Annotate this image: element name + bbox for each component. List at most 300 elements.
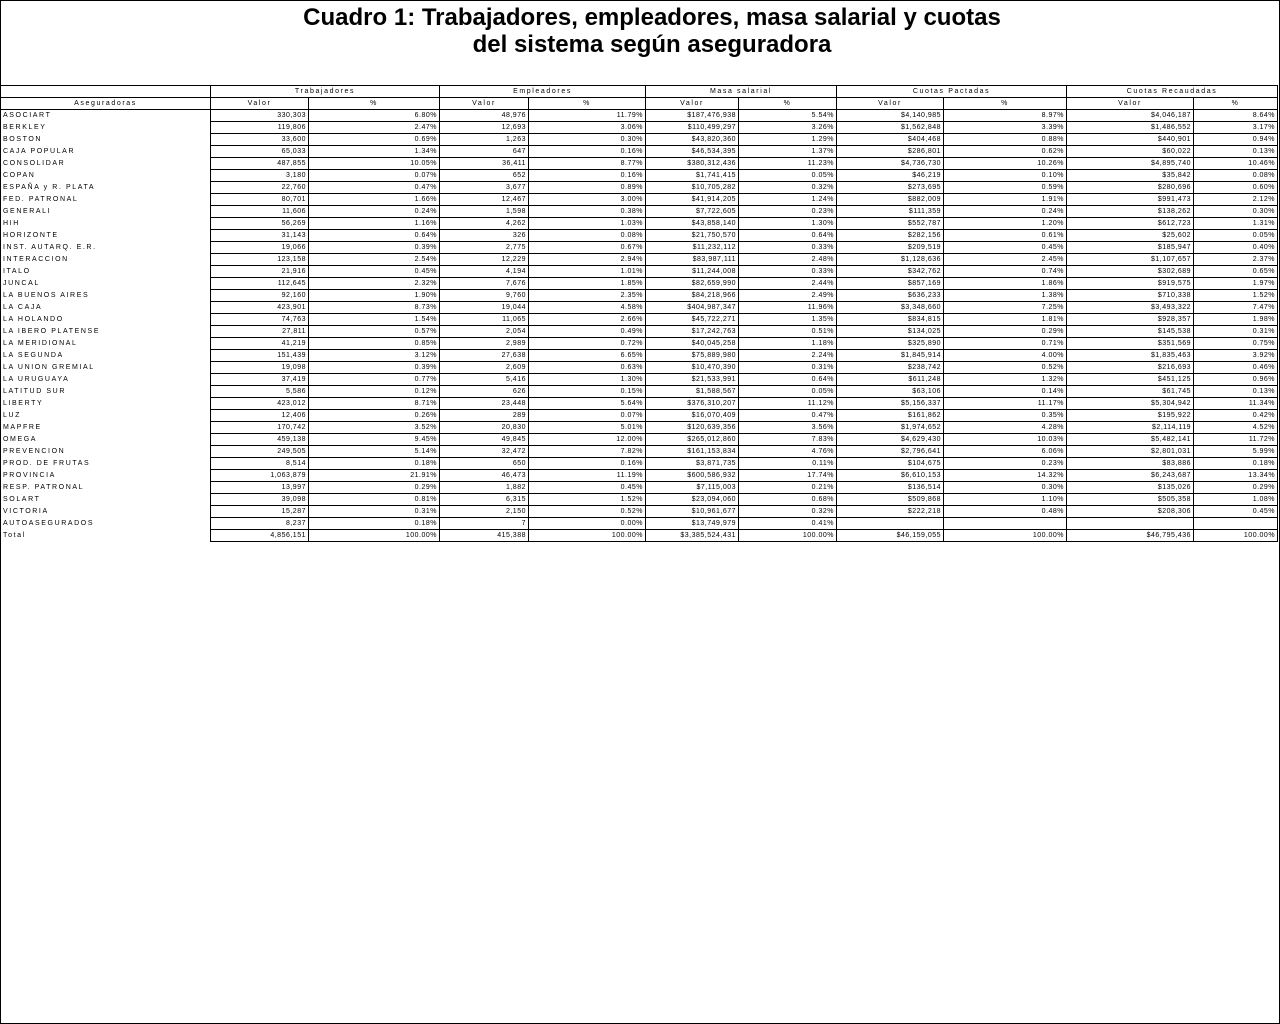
value-cell: 0.08% <box>1194 170 1278 182</box>
value-cell: $505,358 <box>1067 494 1194 506</box>
value-cell: 0.13% <box>1194 386 1278 398</box>
value-cell: 0.23% <box>944 458 1067 470</box>
value-cell: $1,107,657 <box>1067 254 1194 266</box>
value-cell: $135,026 <box>1067 482 1194 494</box>
insurer-name-cell: LATITUD SUR <box>1 386 211 398</box>
value-cell: 0.30% <box>944 482 1067 494</box>
value-cell: 4,856,151 <box>211 530 309 542</box>
value-cell: 33,600 <box>211 134 309 146</box>
value-cell: $10,470,390 <box>646 362 739 374</box>
value-cell: $75,889,980 <box>646 350 739 362</box>
value-cell: $710,338 <box>1067 290 1194 302</box>
insurer-name-cell: VICTORIA <box>1 506 211 518</box>
value-cell: 0.26% <box>309 410 440 422</box>
value-cell: 7.47% <box>1194 302 1278 314</box>
value-cell: 19,066 <box>211 242 309 254</box>
value-cell: 1.16% <box>309 218 440 230</box>
value-cell: 6.65% <box>529 350 646 362</box>
insurer-name-cell: PROD. DE FRUTAS <box>1 458 211 470</box>
value-cell: 1.66% <box>309 194 440 206</box>
value-cell: 100.00% <box>739 530 837 542</box>
value-cell: $46,159,055 <box>837 530 944 542</box>
value-cell: $380,312,436 <box>646 158 739 170</box>
value-cell: 12,693 <box>440 122 529 134</box>
sub-header-cell: % <box>529 98 646 110</box>
value-cell: 100.00% <box>1194 530 1278 542</box>
value-cell: $187,476,938 <box>646 110 739 122</box>
value-cell: 0.77% <box>309 374 440 386</box>
value-cell: $1,128,636 <box>837 254 944 266</box>
insurer-name-cell: FED. PATRONAL <box>1 194 211 206</box>
value-cell: $600,586,932 <box>646 470 739 482</box>
value-cell: 4.00% <box>944 350 1067 362</box>
value-cell: 1.01% <box>529 266 646 278</box>
value-cell: $1,741,415 <box>646 170 739 182</box>
value-cell: 2.35% <box>529 290 646 302</box>
value-cell: 22,760 <box>211 182 309 194</box>
table-row <box>1 122 1278 134</box>
group-header-trabajadores: Trabajadores <box>211 86 440 98</box>
value-cell: $351,569 <box>1067 338 1194 350</box>
value-cell: 4,262 <box>440 218 529 230</box>
value-cell: 7,676 <box>440 278 529 290</box>
value-cell: $5,156,337 <box>837 398 944 410</box>
sub-header-cell: % <box>739 98 837 110</box>
value-cell: 1.03% <box>529 218 646 230</box>
insurer-name-cell: SOLART <box>1 494 211 506</box>
value-cell: $991,473 <box>1067 194 1194 206</box>
value-cell: $216,693 <box>1067 362 1194 374</box>
value-cell: $919,575 <box>1067 278 1194 290</box>
value-cell: $882,009 <box>837 194 944 206</box>
value-cell: 1.38% <box>944 290 1067 302</box>
value-cell: 0.10% <box>944 170 1067 182</box>
value-cell: $45,722,271 <box>646 314 739 326</box>
value-cell: 11.19% <box>529 470 646 482</box>
sub-header-cell: Valor <box>211 98 309 110</box>
value-cell: 0.46% <box>1194 362 1278 374</box>
table-row <box>1 218 1278 230</box>
table-row <box>1 398 1278 410</box>
value-cell: 0.39% <box>309 362 440 374</box>
value-cell: $282,156 <box>837 230 944 242</box>
value-cell: 4.28% <box>944 422 1067 434</box>
sub-header-cell: % <box>309 98 440 110</box>
value-cell: $61,745 <box>1067 386 1194 398</box>
value-cell: 2.66% <box>529 314 646 326</box>
insurer-name-cell: PREVENCION <box>1 446 211 458</box>
value-cell: 1.97% <box>1194 278 1278 290</box>
value-cell: $11,232,112 <box>646 242 739 254</box>
value-cell: 0.51% <box>739 326 837 338</box>
value-cell: 11.17% <box>944 398 1067 410</box>
insurer-name-cell: LA URUGUAYA <box>1 374 211 386</box>
value-cell: 0.00% <box>529 518 646 530</box>
value-cell: 3.12% <box>309 350 440 362</box>
value-cell: 0.65% <box>1194 266 1278 278</box>
value-cell: $7,115,003 <box>646 482 739 494</box>
value-cell: 0.16% <box>529 458 646 470</box>
value-cell: 2.24% <box>739 350 837 362</box>
value-cell: 1.20% <box>944 218 1067 230</box>
value-cell: 0.12% <box>309 386 440 398</box>
value-cell: $60,022 <box>1067 146 1194 158</box>
value-cell: 8,514 <box>211 458 309 470</box>
value-cell: 0.13% <box>1194 146 1278 158</box>
value-cell: 1.90% <box>309 290 440 302</box>
value-cell: $136,514 <box>837 482 944 494</box>
value-cell: 0.30% <box>1194 206 1278 218</box>
sub-header-cell: Valor <box>1067 98 1194 110</box>
value-cell: $552,787 <box>837 218 944 230</box>
value-cell: 46,473 <box>440 470 529 482</box>
value-cell: $13,749,979 <box>646 518 739 530</box>
value-cell: 1.18% <box>739 338 837 350</box>
value-cell: 0.35% <box>944 410 1067 422</box>
value-cell: 123,158 <box>211 254 309 266</box>
value-cell: 1.24% <box>739 194 837 206</box>
value-cell: 1.30% <box>739 218 837 230</box>
page-title <box>0 4 1280 58</box>
value-cell: 0.88% <box>944 134 1067 146</box>
insurer-name-cell: HORIZONTE <box>1 230 211 242</box>
value-cell: $6,610,153 <box>837 470 944 482</box>
value-cell: $161,862 <box>837 410 944 422</box>
value-cell: 2,989 <box>440 338 529 350</box>
insurer-name-cell: AUTOASEGURADOS <box>1 518 211 530</box>
value-cell <box>1194 518 1278 530</box>
value-cell: 3.00% <box>529 194 646 206</box>
value-cell: 0.62% <box>944 146 1067 158</box>
value-cell: 0.14% <box>944 386 1067 398</box>
table-row <box>1 518 1278 530</box>
value-cell: $7,722,605 <box>646 206 739 218</box>
value-cell: 74,763 <box>211 314 309 326</box>
value-cell: $4,046,187 <box>1067 110 1194 122</box>
table-row <box>1 230 1278 242</box>
value-cell: $280,696 <box>1067 182 1194 194</box>
sub-header-cell: % <box>944 98 1067 110</box>
value-cell: 15,287 <box>211 506 309 518</box>
value-cell: 92,160 <box>211 290 309 302</box>
insurer-name-cell: LA UNION GREMIAL <box>1 362 211 374</box>
value-cell: $21,750,570 <box>646 230 739 242</box>
value-cell: $273,695 <box>837 182 944 194</box>
value-cell: 415,388 <box>440 530 529 542</box>
value-cell: 0.48% <box>944 506 1067 518</box>
value-cell: $342,762 <box>837 266 944 278</box>
value-cell: 2,609 <box>440 362 529 374</box>
value-cell: $195,922 <box>1067 410 1194 422</box>
value-cell: 12,406 <box>211 410 309 422</box>
table-row <box>1 158 1278 170</box>
value-cell: $1,845,914 <box>837 350 944 362</box>
value-cell: 100.00% <box>529 530 646 542</box>
table-row <box>1 482 1278 494</box>
insurer-name-cell: BOSTON <box>1 134 211 146</box>
value-cell: $3,493,322 <box>1067 302 1194 314</box>
value-cell: 0.64% <box>739 230 837 242</box>
value-cell: $111,359 <box>837 206 944 218</box>
table-row <box>1 446 1278 458</box>
value-cell: 6,315 <box>440 494 529 506</box>
insurer-name-cell: CONSOLIDAR <box>1 158 211 170</box>
value-cell: 0.71% <box>944 338 1067 350</box>
value-cell: 1.81% <box>944 314 1067 326</box>
value-cell: $376,310,207 <box>646 398 739 410</box>
value-cell: 3.06% <box>529 122 646 134</box>
value-cell: 5,416 <box>440 374 529 386</box>
value-cell: 0.29% <box>309 482 440 494</box>
table-row <box>1 182 1278 194</box>
table-row <box>1 374 1278 386</box>
value-cell: $134,025 <box>837 326 944 338</box>
value-cell: 0.72% <box>529 338 646 350</box>
value-cell: $2,801,031 <box>1067 446 1194 458</box>
value-cell: 1.32% <box>944 374 1067 386</box>
value-cell: 0.75% <box>1194 338 1278 350</box>
value-cell: 423,012 <box>211 398 309 410</box>
value-cell: 65,033 <box>211 146 309 158</box>
insurer-name-cell: LA SEGUNDA <box>1 350 211 362</box>
table-row <box>1 458 1278 470</box>
value-cell: $404,468 <box>837 134 944 146</box>
value-cell: 2.32% <box>309 278 440 290</box>
value-cell: $43,820,360 <box>646 134 739 146</box>
value-cell: 2.44% <box>739 278 837 290</box>
value-cell: 6.06% <box>944 446 1067 458</box>
sub-header-cell: Valor <box>440 98 529 110</box>
value-cell: $1,486,552 <box>1067 122 1194 134</box>
table-row <box>1 506 1278 518</box>
value-cell: 0.16% <box>529 146 646 158</box>
value-cell: 41,219 <box>211 338 309 350</box>
value-cell: 1.86% <box>944 278 1067 290</box>
value-cell: $43,858,140 <box>646 218 739 230</box>
value-cell: 0.45% <box>1194 506 1278 518</box>
value-cell: 21,916 <box>211 266 309 278</box>
value-cell: 4.76% <box>739 446 837 458</box>
value-cell: 1,598 <box>440 206 529 218</box>
value-cell: 20,830 <box>440 422 529 434</box>
value-cell: $1,562,848 <box>837 122 944 134</box>
table-row <box>1 386 1278 398</box>
value-cell: $83,987,111 <box>646 254 739 266</box>
value-cell: 0.52% <box>529 506 646 518</box>
value-cell: $1,835,463 <box>1067 350 1194 362</box>
value-cell: 9.45% <box>309 434 440 446</box>
value-cell: 326 <box>440 230 529 242</box>
value-cell: $208,306 <box>1067 506 1194 518</box>
value-cell: 0.89% <box>529 182 646 194</box>
value-cell: $1,588,567 <box>646 386 739 398</box>
value-cell: 39,098 <box>211 494 309 506</box>
value-cell: 0.33% <box>739 266 837 278</box>
value-cell: $40,045,258 <box>646 338 739 350</box>
insurer-name-cell: OMEGA <box>1 434 211 446</box>
value-cell: 2.12% <box>1194 194 1278 206</box>
insurers-table <box>0 85 1278 542</box>
value-cell: 1.31% <box>1194 218 1278 230</box>
value-cell: 21.91% <box>309 470 440 482</box>
title-line-1: Cuadro 1: Trabajadores, empleadores, masa salarial y cuotas <box>303 4 1001 31</box>
table-row <box>1 146 1278 158</box>
value-cell: 0.18% <box>309 458 440 470</box>
sub-header-row <box>1 98 1278 110</box>
value-cell: $2,796,641 <box>837 446 944 458</box>
value-cell: 652 <box>440 170 529 182</box>
value-cell: 1,063,879 <box>211 470 309 482</box>
value-cell: 5.54% <box>739 110 837 122</box>
value-cell: 2.94% <box>529 254 646 266</box>
insurer-name-cell: LA BUENOS AIRES <box>1 290 211 302</box>
insurer-name-cell: INST. AUTARQ. E.R. <box>1 242 211 254</box>
value-cell: 4.58% <box>529 302 646 314</box>
value-cell: 0.94% <box>1194 134 1278 146</box>
value-cell: 10.46% <box>1194 158 1278 170</box>
insurer-name-cell: INTERACCION <box>1 254 211 266</box>
table-row <box>1 110 1278 122</box>
total-row <box>1 530 1278 542</box>
insurer-name-cell: MAPFRE <box>1 422 211 434</box>
value-cell: $41,914,205 <box>646 194 739 206</box>
value-cell: $451,125 <box>1067 374 1194 386</box>
value-cell: $83,886 <box>1067 458 1194 470</box>
value-cell: $161,153,834 <box>646 446 739 458</box>
value-cell: 330,303 <box>211 110 309 122</box>
value-cell: $35,842 <box>1067 170 1194 182</box>
value-cell: $4,895,740 <box>1067 158 1194 170</box>
value-cell: $46,795,436 <box>1067 530 1194 542</box>
value-cell: 11,606 <box>211 206 309 218</box>
table-row <box>1 326 1278 338</box>
value-cell: 8,237 <box>211 518 309 530</box>
value-cell: $222,218 <box>837 506 944 518</box>
value-cell: 10.03% <box>944 434 1067 446</box>
value-cell: $11,244,008 <box>646 266 739 278</box>
table-row <box>1 410 1278 422</box>
value-cell <box>1067 518 1194 530</box>
value-cell: 0.07% <box>309 170 440 182</box>
insurer-name-cell: ESPAÑA y R. PLATA <box>1 182 211 194</box>
value-cell: $5,482,141 <box>1067 434 1194 446</box>
value-cell: 10.05% <box>309 158 440 170</box>
value-cell: 100.00% <box>309 530 440 542</box>
value-cell: 56,269 <box>211 218 309 230</box>
table-row <box>1 194 1278 206</box>
value-cell: 626 <box>440 386 529 398</box>
insurer-name-cell: LA MERIDIONAL <box>1 338 211 350</box>
value-cell: 2.37% <box>1194 254 1278 266</box>
value-cell: 0.33% <box>739 242 837 254</box>
value-cell: 0.64% <box>309 230 440 242</box>
value-cell: $3,871,735 <box>646 458 739 470</box>
value-cell: $509,868 <box>837 494 944 506</box>
value-cell: $2,114,119 <box>1067 422 1194 434</box>
value-cell: $17,242,763 <box>646 326 739 338</box>
group-header-empleadores: Empleadores <box>440 86 646 98</box>
value-cell: 2,775 <box>440 242 529 254</box>
value-cell: 0.31% <box>739 362 837 374</box>
value-cell: 0.23% <box>739 206 837 218</box>
value-cell: 12,467 <box>440 194 529 206</box>
value-cell: 0.81% <box>309 494 440 506</box>
insurer-name-cell: LA CAJA <box>1 302 211 314</box>
value-cell: $209,519 <box>837 242 944 254</box>
value-cell: 2.47% <box>309 122 440 134</box>
value-cell: 1.52% <box>529 494 646 506</box>
value-cell: 11.34% <box>1194 398 1278 410</box>
value-cell: 27,811 <box>211 326 309 338</box>
insurer-name-cell: COPAN <box>1 170 211 182</box>
value-cell: 23,448 <box>440 398 529 410</box>
value-cell: 289 <box>440 410 529 422</box>
insurer-name-cell: LA HOLANDO <box>1 314 211 326</box>
value-cell: 19,098 <box>211 362 309 374</box>
value-cell: $5,304,942 <box>1067 398 1194 410</box>
value-cell: $302,689 <box>1067 266 1194 278</box>
value-cell: 0.29% <box>944 326 1067 338</box>
table-row <box>1 494 1278 506</box>
value-cell: 0.39% <box>309 242 440 254</box>
value-cell: 11,065 <box>440 314 529 326</box>
value-cell: 32,472 <box>440 446 529 458</box>
value-cell: $404,987,347 <box>646 302 739 314</box>
value-cell: 14.32% <box>944 470 1067 482</box>
value-cell <box>944 518 1067 530</box>
value-cell: 0.07% <box>529 410 646 422</box>
table-row <box>1 242 1278 254</box>
group-header-cuotas-pactadas: Cuotas Pactadas <box>837 86 1067 98</box>
value-cell: 1,882 <box>440 482 529 494</box>
insurer-name-cell: CAJA POPULAR <box>1 146 211 158</box>
value-cell: $82,659,990 <box>646 278 739 290</box>
value-cell: 27,638 <box>440 350 529 362</box>
value-cell: $46,219 <box>837 170 944 182</box>
value-cell: 4.52% <box>1194 422 1278 434</box>
value-cell: 0.45% <box>944 242 1067 254</box>
value-cell: $857,169 <box>837 278 944 290</box>
value-cell: 1.37% <box>739 146 837 158</box>
value-cell: $440,901 <box>1067 134 1194 146</box>
value-cell: $3,348,660 <box>837 302 944 314</box>
insurer-name-cell: ASOCIART <box>1 110 211 122</box>
value-cell: $63,106 <box>837 386 944 398</box>
table-row <box>1 422 1278 434</box>
insurer-name-cell: HIH <box>1 218 211 230</box>
group-header-row <box>1 86 1278 98</box>
value-cell: 11.96% <box>739 302 837 314</box>
value-cell <box>837 518 944 530</box>
value-cell: 0.32% <box>739 182 837 194</box>
value-cell: 7.83% <box>739 434 837 446</box>
value-cell: 7.25% <box>944 302 1067 314</box>
value-cell: 0.18% <box>309 518 440 530</box>
value-cell: 0.49% <box>529 326 646 338</box>
value-cell: 31,143 <box>211 230 309 242</box>
insurer-name-cell: LIBERTY <box>1 398 211 410</box>
value-cell: 0.69% <box>309 134 440 146</box>
value-cell: 459,138 <box>211 434 309 446</box>
insurer-name-cell: ITALO <box>1 266 211 278</box>
value-cell: 0.30% <box>529 134 646 146</box>
aseguradoras-header: Aseguradoras <box>1 98 211 110</box>
value-cell: 3.92% <box>1194 350 1278 362</box>
value-cell: 1.30% <box>529 374 646 386</box>
value-cell: 647 <box>440 146 529 158</box>
value-cell: 11.72% <box>1194 434 1278 446</box>
value-cell: 0.05% <box>739 386 837 398</box>
